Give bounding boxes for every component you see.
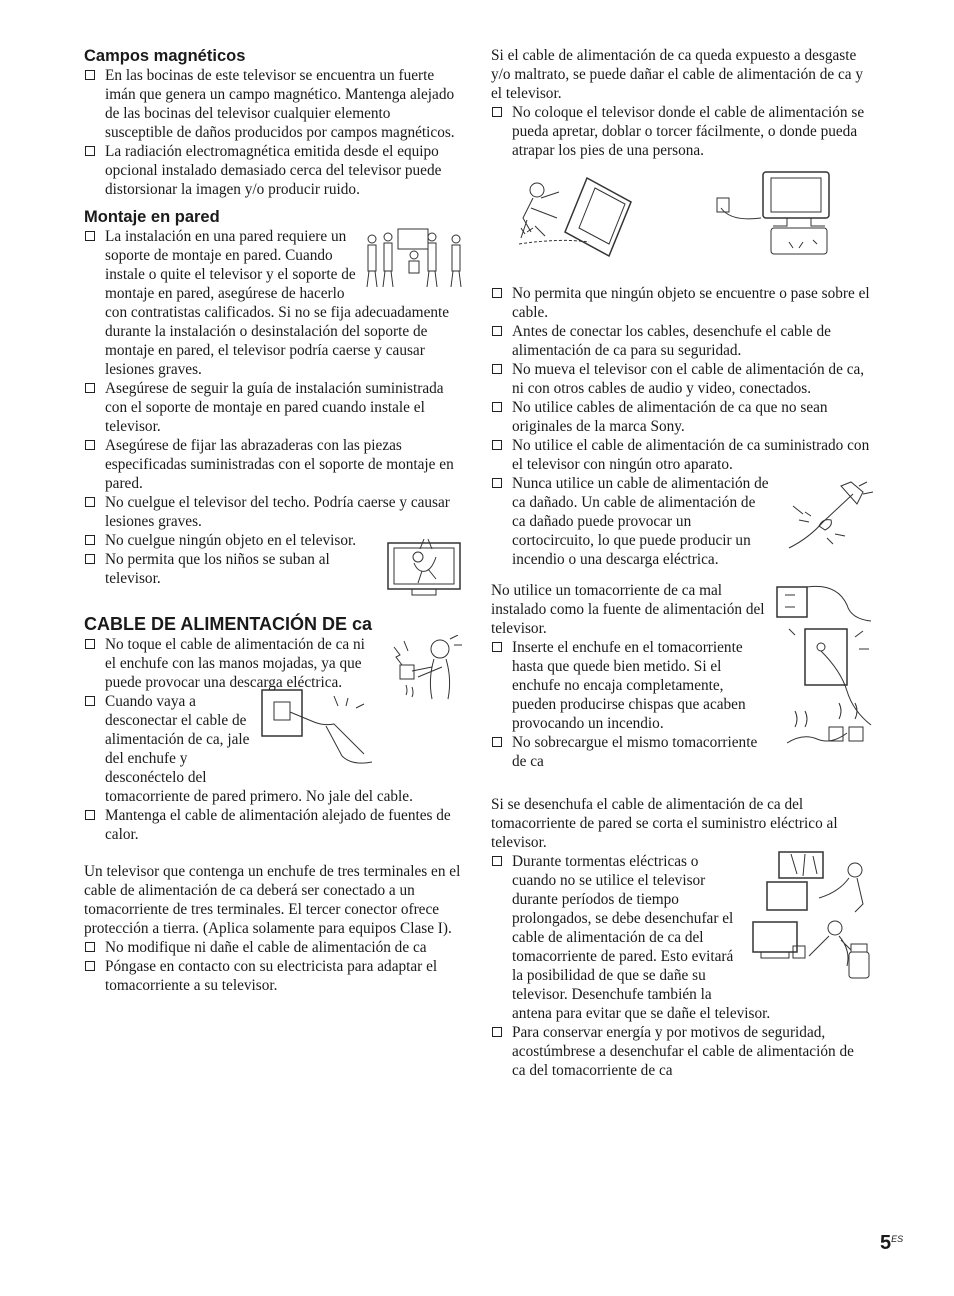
list-item: La instalación en una pared requiere un soporte de montaje en pared. Cuando instale o quite el televisor y el soporte de montaje en pared, asegúrese de hacerlo con contratistas calificados. Si no se fija adecuadamente durante la instalación o desinstalación del soporte de montaje en pared, el televisor podría caerse y causar lesiones graves. <box>84 227 462 379</box>
list-item: Mantenga el cable de alimentación alejado de fuentes de calor. <box>84 806 462 844</box>
left-column <box>84 46 462 995</box>
list-item: Póngase en contacto con su electricista para adaptar el tomacorriente a su televisor. <box>84 957 462 995</box>
list-r3 <box>491 474 871 569</box>
list-item: No permita que los niños se suban al televisor. <box>84 550 462 588</box>
list-item: Inserte el enchufe en el tomacorriente hasta que quede bien metido. Si el enchufe no encaja completamente, pueden producirse chispas que acaben provocando un incendio. <box>491 638 871 733</box>
list-montaje-2 <box>84 531 462 588</box>
list-item: En las bocinas de este televisor se encuentra un fuerte imán que genera un campo magnético. Mantenga alejado de las bocinas del televisor cualquier elemento susceptible de daños producidos por campos magnéticos. <box>84 66 462 142</box>
list-item: Cuando vaya a desconectar el cable de alimentación de ca, jale del enchufe y desconéctelo del tomacorriente de pared primero. No jale del cable. <box>84 692 462 806</box>
list-item: No utilice el cable de alimentación de ca suministrado con el televisor con ningún otro aparato. <box>491 436 871 474</box>
list-item: No coloque el televisor donde el cable de alimentación se pueda apretar, doblar o torcer fácilmente, o donde pueda atrapar los pies de una persona. <box>491 103 871 160</box>
list-cable-2 <box>84 692 462 806</box>
list-montaje <box>84 227 462 531</box>
list-cable-3 <box>84 806 462 844</box>
list-item: Antes de conectar los cables, desenchufe el cable de alimentación de ca para su seguridad. <box>491 322 871 360</box>
list-r5 <box>491 852 871 1080</box>
right-column <box>491 46 871 1080</box>
intro-paragraph: Si el cable de alimentación de ca queda expuesto a desgaste y/o maltrato, se puede dañar el cable de alimentación de ca y el televisor. <box>491 47 864 102</box>
list-item: No cuelgue ningún objeto en el televisor. <box>84 531 462 550</box>
list-r4 <box>491 638 871 771</box>
heading-montaje: Montaje en pared <box>84 208 220 226</box>
list-item: La radiación electromagnética emitida desde el equipo opcional instalado demasiado cerca del televisor puede distorsionar la imagen y/o producir ruido. <box>84 142 462 199</box>
heading-cable: CABLE DE ALIMENTACIÓN DE ca <box>84 614 373 634</box>
list-r1 <box>491 103 871 160</box>
list-item: Para conservar energía y por motivos de seguridad, acostúmbrese a desenchufar el cable de alimentación de ca del tomacorriente de ca <box>491 1023 871 1080</box>
list-cable-4 <box>84 938 462 995</box>
outlet-paragraph: No utilice un tomacorriente de ca mal instalado como la fuente de alimentación del televisor. <box>491 582 765 637</box>
list-item: Nunca utilice un cable de alimentación de ca dañado. Un cable de alimentación de ca dañado puede provocar un cortocircuito, lo que puede producir un incendio o una descarga eléctrica. <box>491 474 871 569</box>
list-item: Durante tormentas eléctricas o cuando no se utilice el televisor durante períodos de tiempo prolongados, se debe desenchufar el cable de alimentación de ca del tomacorriente de pared. Esto evitará la posibilidad de que se dañe su televisor. Desenchufe también la antena para evitar que se dañe el televisor. <box>491 852 871 1023</box>
list-item: No permita que ningún objeto se encuentre o pase sobre el cable. <box>491 284 871 322</box>
list-campos <box>84 66 462 199</box>
page-suffix: ES <box>891 1234 904 1244</box>
cable-trip-and-pinch-illustration <box>491 168 871 274</box>
list-item: No sobrecargue el mismo tomacorriente de ca <box>491 733 871 771</box>
list-item: No utilice cables de alimentación de ca que no sean originales de la marca Sony. <box>491 398 871 436</box>
unplug-paragraph: Si se desenchufa el cable de alimentación de ca del tomacorriente de pared se corta el suministro eléctrico al televisor. <box>491 796 838 851</box>
list-r2 <box>491 284 871 474</box>
list-item: No cuelgue el televisor del techo. Podría caerse y causar lesiones graves. <box>84 493 462 531</box>
list-item: No modifique ni dañe el cable de alimentación de ca <box>84 938 462 957</box>
list-item: Asegúrese de seguir la guía de instalación suministrada con el soporte de montaje en pared cuando instale el televisor. <box>84 379 462 436</box>
page-number: $5^{ES}$ <box>880 1232 904 1254</box>
list-item: Asegúrese de fijar las abrazaderas con las piezas especificadas suministradas con el soporte de montaje en pared. <box>84 436 462 493</box>
list-item: No toque el cable de alimentación de ca ni el enchufe con las manos mojadas, ya que puede provocar una descarga eléctrica. <box>84 635 462 692</box>
heading-campos: Campos magnéticos <box>84 47 246 65</box>
list-item: No mueva el televisor con el cable de alimentación de ca, ni con otros cables de audio y video, conectados. <box>491 360 871 398</box>
list-cable <box>84 635 462 692</box>
three-terminal-paragraph: Un televisor que contenga un enchufe de tres terminales en el cable de alimentación de ca deberá ser conectado a un tomacorriente de tres terminales. El tercer conector ofrece protección a tierra. (Aplica solamente para equipos Clase I). <box>84 863 461 937</box>
